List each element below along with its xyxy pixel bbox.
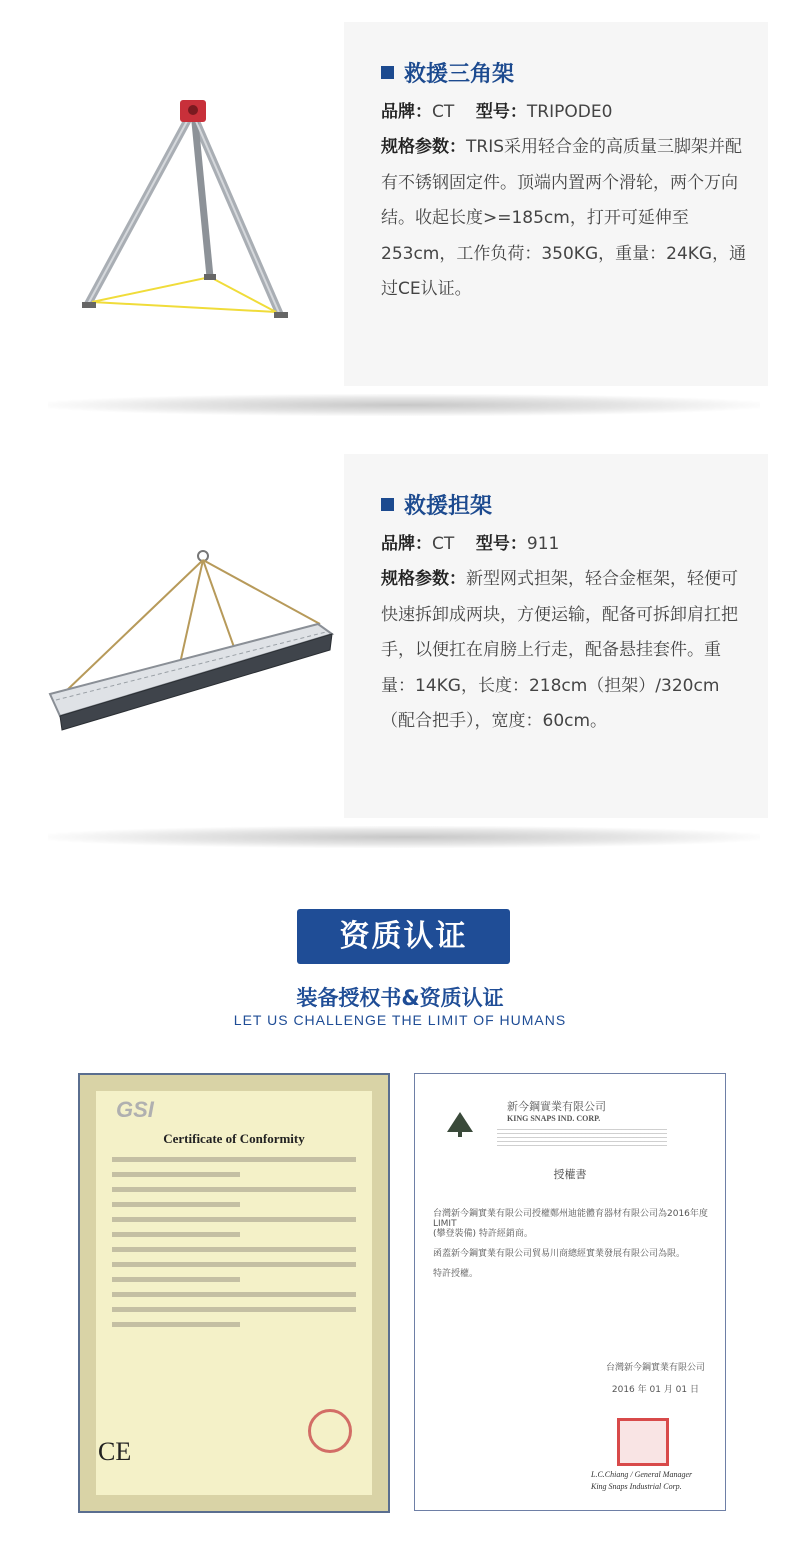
brand-label: 品牌： bbox=[381, 534, 432, 554]
product-title-text: 救援三角架 bbox=[404, 61, 515, 87]
product-card-stretcher bbox=[40, 454, 768, 818]
seal-stamp-icon bbox=[308, 1409, 352, 1453]
spec-paragraph bbox=[381, 130, 748, 308]
company-stamp-icon bbox=[617, 1418, 669, 1466]
certificate-text-line bbox=[112, 1292, 356, 1297]
stretcher-image bbox=[40, 454, 344, 818]
certificate-text-line bbox=[112, 1307, 356, 1312]
certificate-text-line bbox=[112, 1157, 356, 1162]
brand-model-line bbox=[381, 94, 748, 130]
model-label: 型号： bbox=[475, 534, 527, 554]
spec-text: 新型网式担架，轻合金框架，轻便可快速拆卸成两块，方便运输，配备可拆卸肩扛把手，以便扛在肩膀上行走，配备悬挂套件。重量：14KG，长度：218cm（担架）/320cm（配合把手），宽度：60cm。 bbox=[381, 569, 738, 731]
certificate-text-line bbox=[112, 1232, 240, 1237]
certificate-text-line bbox=[112, 1262, 356, 1267]
model-value: TRIPODE0 bbox=[526, 102, 613, 122]
certificate-text-line bbox=[112, 1202, 240, 1207]
square-bullet-icon bbox=[381, 498, 394, 511]
authorization-letter-image bbox=[414, 1073, 726, 1511]
product-title bbox=[381, 488, 748, 520]
card-shadow bbox=[48, 394, 760, 416]
tripod-image bbox=[40, 22, 344, 386]
product-title bbox=[381, 56, 748, 88]
signer-company: King Snaps Industrial Corp. bbox=[591, 1482, 682, 1491]
model-label: 型号： bbox=[475, 102, 527, 122]
certificate-text-line bbox=[112, 1247, 356, 1252]
certificate-text-line bbox=[112, 1322, 240, 1327]
certificate-text-line bbox=[112, 1217, 356, 1222]
product-card-tripod bbox=[40, 22, 768, 386]
document-title: 授權書 bbox=[553, 1168, 587, 1181]
certification-section-button: 资质认证 bbox=[297, 909, 510, 964]
letter-line: 台灣新今鋼實業有限公司授權鄭州迪能體育器材有限公司為2016年度 LIMIT bbox=[433, 1209, 708, 1229]
certificate-text-line bbox=[112, 1187, 356, 1192]
letter-line: 函蓋新今鋼實業有限公司貿易川商總經實業發展有限公司為限。 bbox=[433, 1249, 686, 1259]
signing-company: 台灣新今鋼實業有限公司 bbox=[605, 1363, 705, 1373]
certificate-of-conformity-image bbox=[78, 1073, 390, 1513]
brand-value: CT bbox=[432, 102, 455, 122]
product-title-text: 救援担架 bbox=[404, 493, 493, 519]
section-subtitle-en: LET US CHALLENGE THE LIMIT OF HUMANS bbox=[233, 1012, 567, 1028]
signer-name: L.C.Chiang / General Manager bbox=[591, 1470, 693, 1479]
card-shadow bbox=[48, 826, 760, 848]
section-subtitle: 装备授权书&资质认证 bbox=[296, 986, 504, 1010]
gsi-logo: GSI bbox=[116, 1097, 154, 1122]
spec-text: TRIS采用轻合金的高质量三脚架并配有不锈钢固定件。顶端内置两个滑轮，两个万向结。收起长度>=185cm，打开可延伸至253cm，工作负荷：350KG，重量：24KG，通过CE认证。 bbox=[381, 137, 747, 299]
square-bullet-icon bbox=[381, 66, 394, 79]
company-name: 新今鋼實業有限公司 bbox=[507, 1100, 606, 1113]
brand-value: CT bbox=[432, 534, 455, 554]
signing-date: 2016 年 01 月 01 日 bbox=[611, 1385, 699, 1395]
company-name-en: KING SNAPS IND. CORP. bbox=[507, 1114, 601, 1123]
brand-label: 品牌： bbox=[381, 102, 432, 122]
letter-line: 特許授權。 bbox=[433, 1269, 479, 1279]
brand-model-line bbox=[381, 526, 748, 562]
spec-label: 规格参数： bbox=[381, 569, 466, 589]
certificate-text-line bbox=[112, 1277, 240, 1282]
spec-paragraph bbox=[381, 562, 748, 740]
letter-line: (攀登裝備) 特許經銷商。 bbox=[433, 1229, 533, 1239]
ce-mark: CE bbox=[98, 1437, 132, 1466]
certificate-text-line bbox=[112, 1172, 240, 1177]
spec-label: 规格参数： bbox=[381, 137, 466, 157]
model-value: 911 bbox=[526, 534, 560, 554]
company-logo-icon bbox=[443, 1110, 477, 1138]
company-address bbox=[497, 1126, 667, 1146]
certificate-title: Certificate of Conformity bbox=[163, 1131, 305, 1146]
